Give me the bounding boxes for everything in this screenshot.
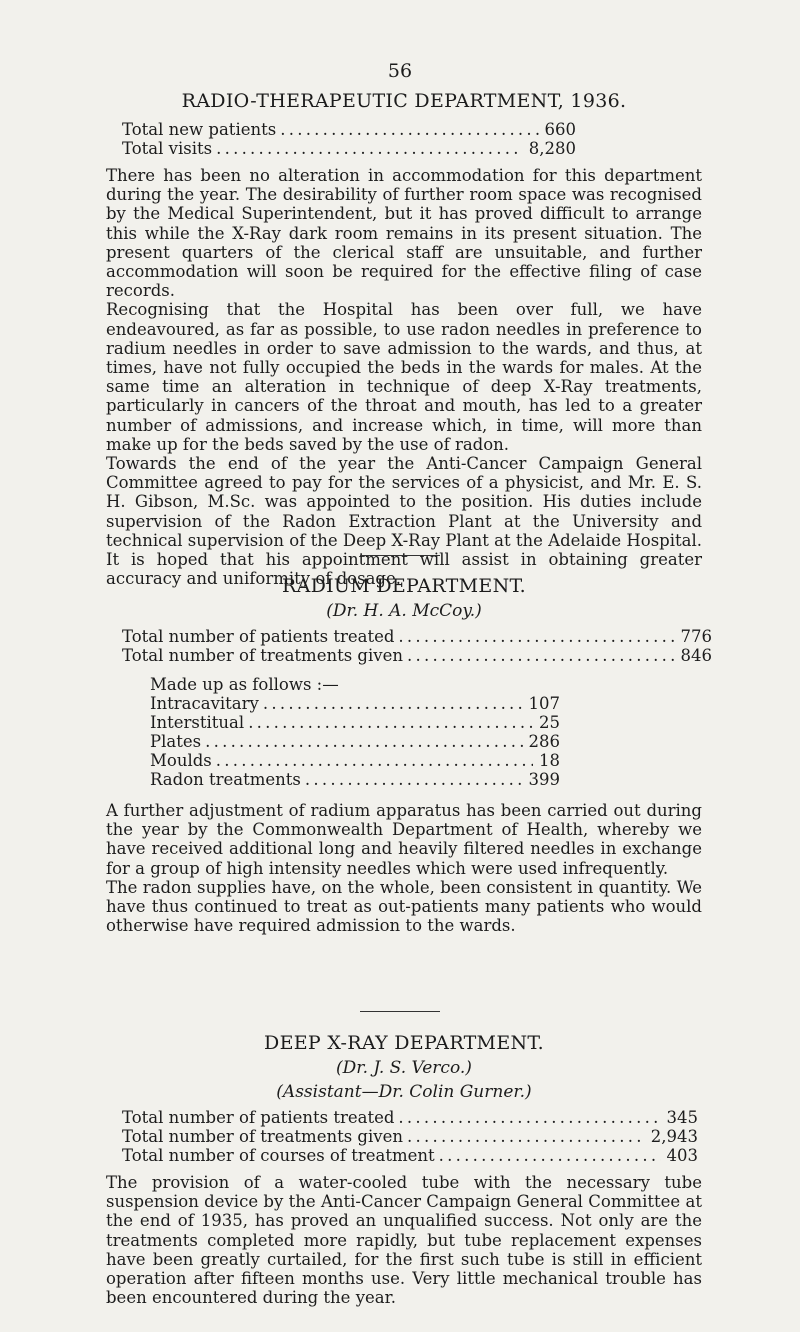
paragraph: There has been no alteration in accommodation for this department during the year. The desirability of further room space was recognised by the Medical Superintendent, but it has proved difficult to arrange this while the X-Ray dark room remains in its present situation. The present quarters of the clerical staff are unsuitable, and further accommodation will soon be required for the effective filing of case records. <box>106 166 702 301</box>
deep-xray-section <box>106 1032 702 1307</box>
radio-therapeutic-stats <box>122 120 576 158</box>
leader-dots <box>248 713 533 732</box>
section-divider <box>360 555 440 556</box>
stat-row <box>122 1146 698 1165</box>
stat-label: Total visits <box>122 139 213 158</box>
paragraph: The radon supplies have, on the whole, been consistent in quantity. We have thus continued to treat as out-patients many patients who would otherwise have required admission to the wards. <box>106 877 702 936</box>
radio-therapeutic-heading: RADIO-THERAPEUTIC DEPARTMENT, 1936. <box>181 90 627 112</box>
stat-label: Intracavitary <box>150 694 259 713</box>
stat-value: 2,943 <box>650 1127 698 1146</box>
paragraph: Recognising that the Hospital has been over full, we have endeavoured, as far as possible, to use radon needles in preference to radium needles in order to save admission to the wards, and thus, at times, have not fully occupied the beds in the wards for males. At the same time an alteration in technique of deep X-Ray treatments, particularly in cancers of the throat and mouth, has led to a greater number of admissions, and increase which, in time, will more than make up for the beds saved by the use of radon. <box>106 300 702 454</box>
leader-dots <box>398 1108 660 1127</box>
stat-label: Total number of treatments given <box>122 1127 403 1146</box>
paragraph: Towards the end of the year the Anti-Cancer Campaign General Committee agreed to pay for the services of a physicist, and Mr. E. S. H. Gibson, M.Sc. was appointed to the position. His duties include supervision of the Radon Extraction Plant at the University and technical supervision of the Deep X-Ray Plant at the Adelaide Hospital. It is hoped that his appointment will assist in obtaining greater accuracy and uniformity of dosage. <box>106 454 702 589</box>
stat-label: Plates <box>150 732 202 751</box>
stat-label: Total new patients <box>122 120 277 139</box>
stat-value: 660 <box>544 120 576 139</box>
stat-row <box>150 713 560 732</box>
made-up-label: Made up as follows :— <box>150 675 339 694</box>
radio-therapeutic-section <box>106 90 702 588</box>
leader-dots <box>216 751 533 770</box>
stat-value: 107 <box>528 694 560 713</box>
stat-row <box>150 770 560 789</box>
section-divider <box>360 1011 440 1012</box>
stat-row <box>122 1127 698 1146</box>
radium-stats <box>122 627 712 665</box>
stat-label: Total number of patients treated <box>122 1108 395 1127</box>
stat-label: Total number of patients treated <box>122 627 395 646</box>
stat-value: 776 <box>680 627 712 646</box>
leader-dots <box>280 120 538 139</box>
radium-body <box>106 801 702 935</box>
stat-label: Total number of courses of treatment <box>122 1146 435 1165</box>
paragraph: The provision of a water-cooled tube with the necessary tube suspension device by the Anti-Cancer Campaign General Committee at the end of 1935, has proved an unqualified success. Not only are the treatments completed more rapidly, but tube replacement expenses have been greatly curtailed, for the first such tube is still in efficient operation after fifteen months use. Very little mechanical trouble has been encountered during the year. <box>106 1173 702 1308</box>
stat-row <box>150 732 560 751</box>
leader-dots <box>407 1127 645 1146</box>
leader-dots <box>263 694 523 713</box>
radio-therapeutic-body <box>106 166 702 588</box>
radium-breakdown <box>150 694 560 789</box>
stat-value: 18 <box>539 751 560 770</box>
deep-xray-heading: DEEP X-RAY DEPARTMENT. <box>264 1032 544 1054</box>
deep-xray-assistant: (Assistant—Dr. Colin Gurner.) <box>276 1082 532 1102</box>
stat-label: Interstitual <box>150 713 245 732</box>
stat-row <box>122 1108 698 1127</box>
leader-dots <box>205 732 522 751</box>
stat-label: Radon treatments <box>150 770 301 789</box>
radium-heading: RADIUM DEPARTMENT. <box>281 575 527 597</box>
stat-row <box>122 139 576 158</box>
paragraph: A further adjustment of radium apparatus has been carried out during the year by the Commonwealth Department of Health, whereby we have received additional long and heavily filtered needles in exchange for a group of high intensity needles which were used infrequently. <box>106 801 702 878</box>
stat-row <box>122 627 712 646</box>
stat-value: 846 <box>680 646 712 665</box>
deep-xray-doctor: (Dr. J. S. Verco.) <box>336 1058 472 1078</box>
leader-dots <box>439 1146 661 1165</box>
stat-row <box>150 751 560 770</box>
stat-label: Total number of treatments given <box>122 646 403 665</box>
stat-value: 399 <box>528 770 560 789</box>
stat-value: 286 <box>528 732 560 751</box>
leader-dots <box>216 139 523 158</box>
deep-xray-body <box>106 1173 702 1307</box>
stat-value: 403 <box>666 1146 698 1165</box>
stat-value: 8,280 <box>528 139 576 158</box>
deep-xray-stats <box>122 1108 698 1165</box>
leader-dots <box>398 627 674 646</box>
stat-row <box>122 646 712 665</box>
stat-label: Moulds <box>150 751 212 770</box>
leader-dots <box>305 770 523 789</box>
radium-doctor: (Dr. H. A. McCoy.) <box>326 601 482 621</box>
stat-value: 25 <box>539 713 560 732</box>
stat-row <box>150 694 560 713</box>
leader-dots <box>407 646 675 665</box>
stat-value: 345 <box>666 1108 698 1127</box>
radium-section <box>106 575 712 936</box>
stat-row <box>122 120 576 139</box>
page-number: 56 <box>387 60 413 82</box>
